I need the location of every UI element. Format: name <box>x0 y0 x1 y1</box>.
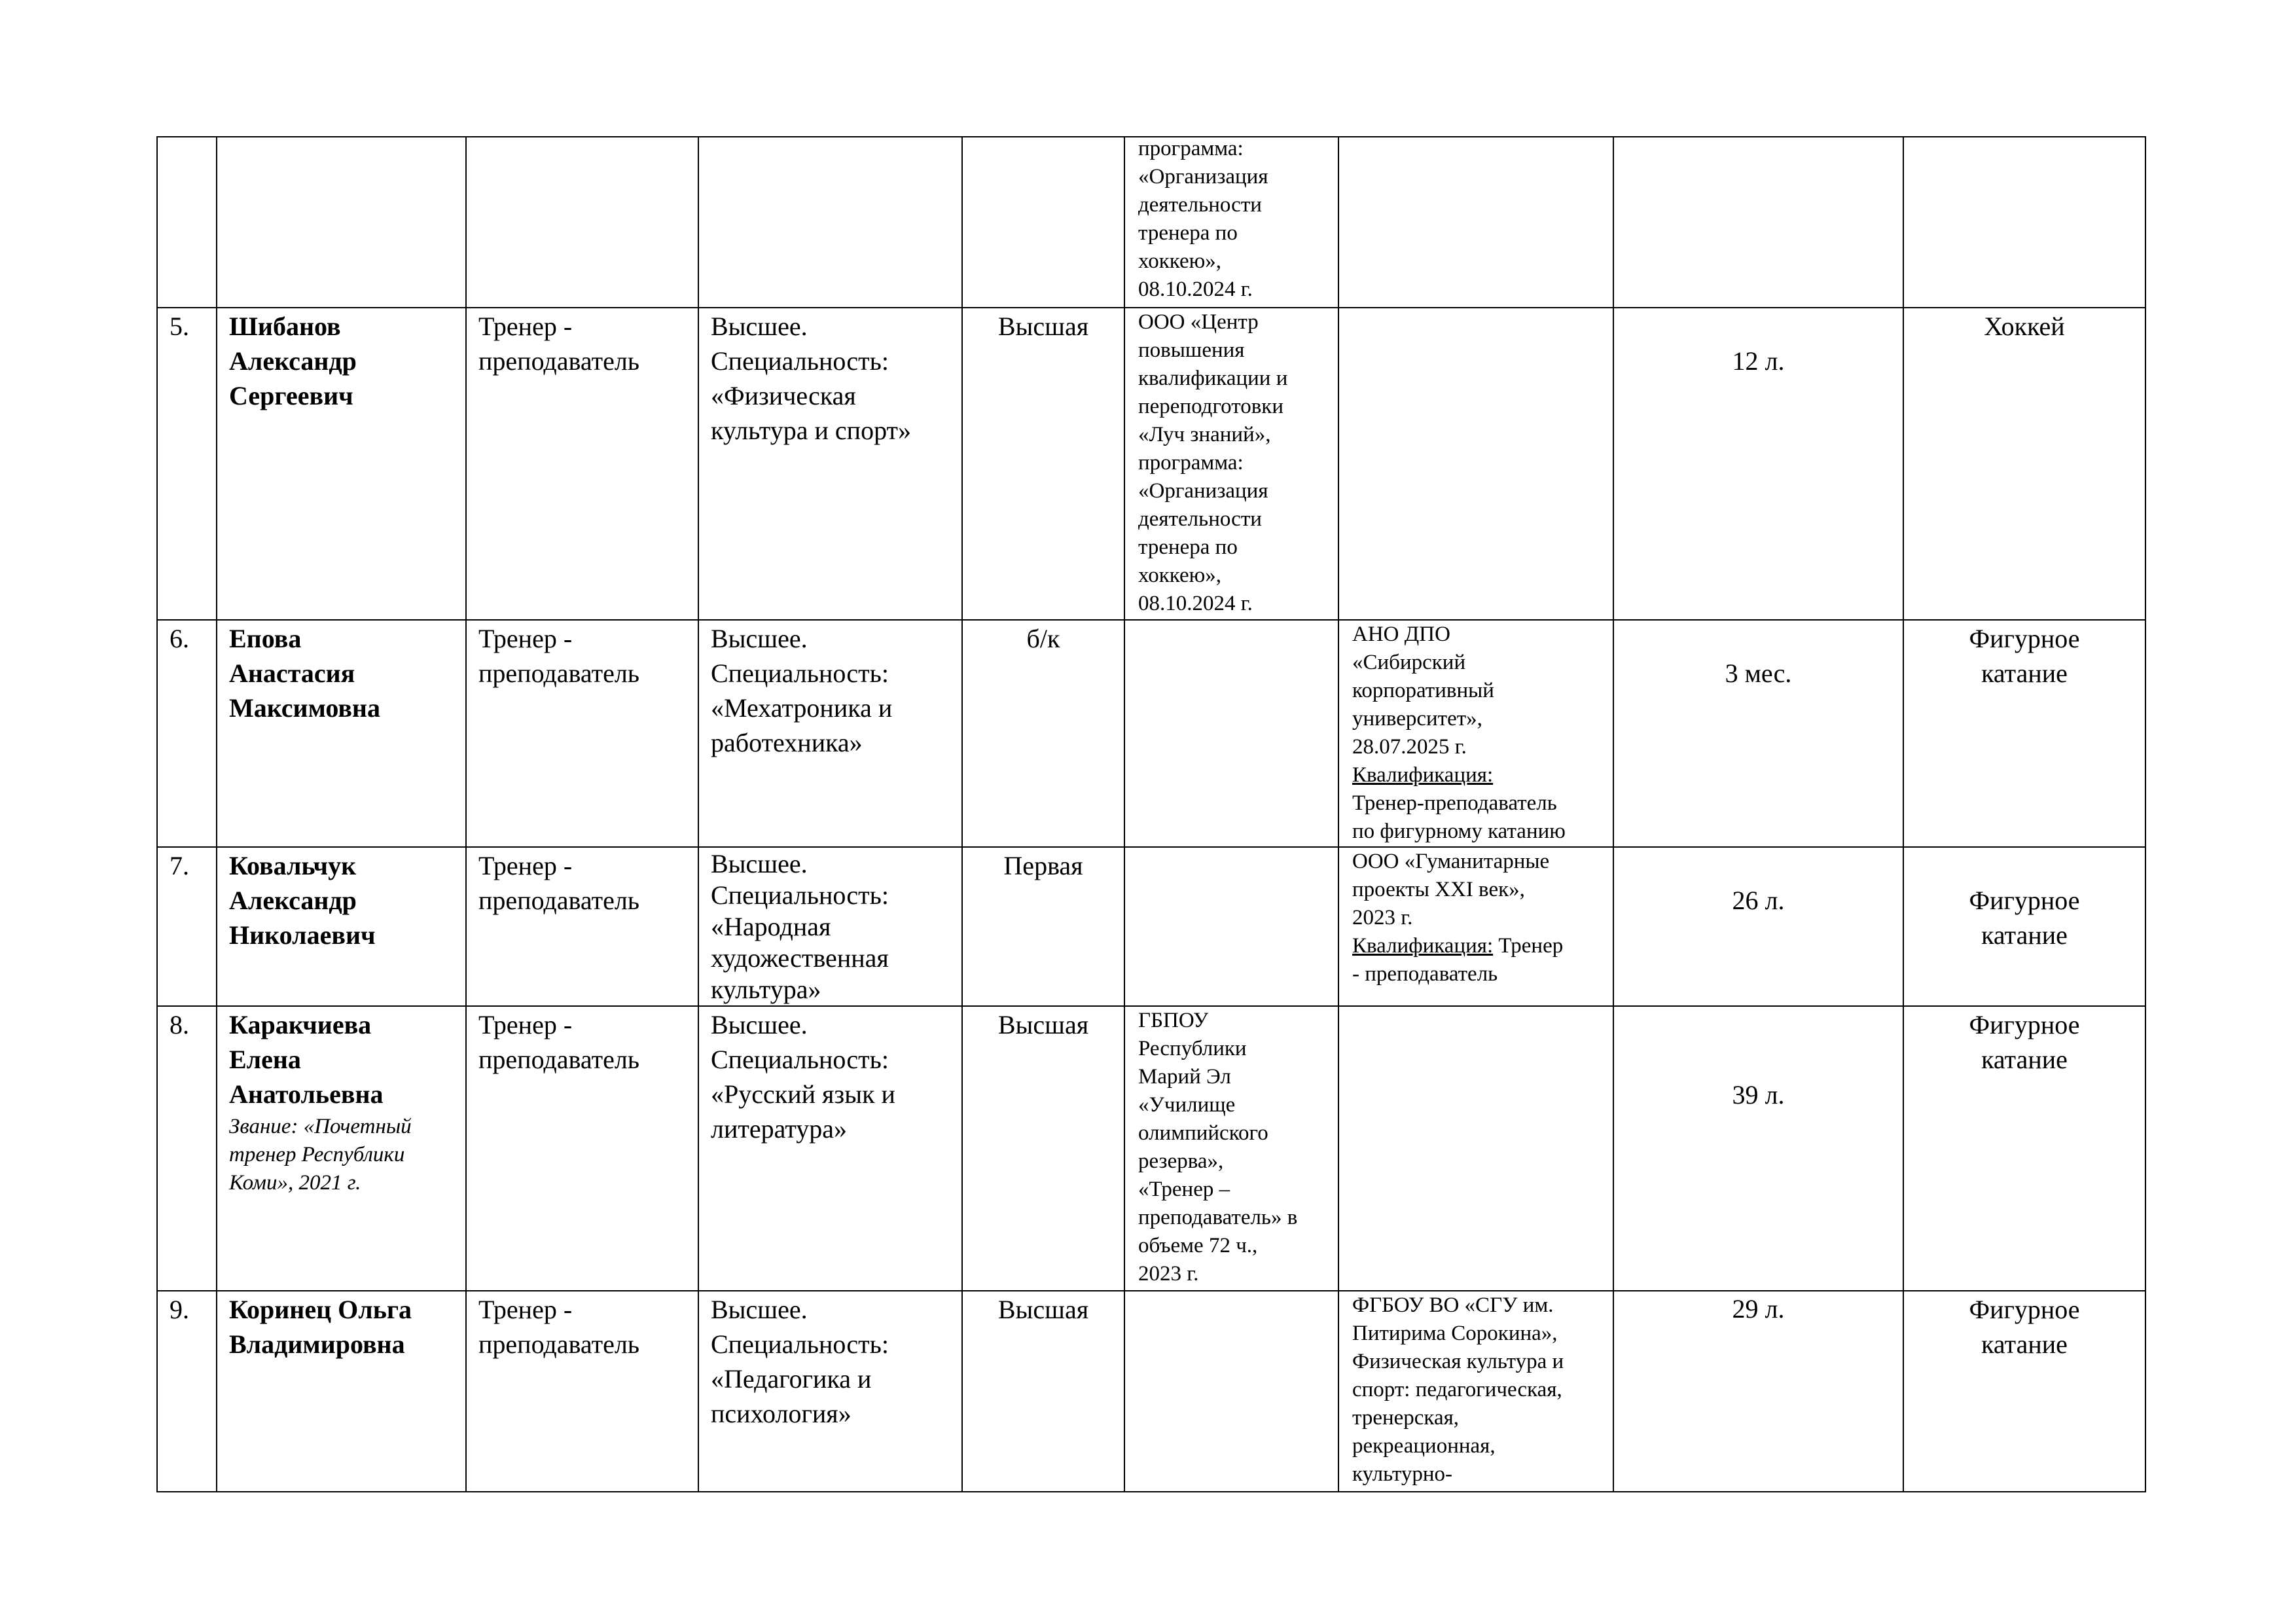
retraining <box>1339 621 1613 846</box>
retraining-line: 2023 г. <box>1352 906 1413 929</box>
sport <box>1904 621 2145 846</box>
sport-line: Фигурное <box>1969 624 2080 653</box>
position-line: преподаватель <box>478 1329 640 1359</box>
name-line: Коринец Ольга <box>229 1295 412 1324</box>
courses-line: повышения <box>1138 338 1245 362</box>
sport-line: Фигурное <box>1969 886 2080 915</box>
cell-retraining <box>1338 847 1613 1006</box>
name-line: Владимировна <box>229 1329 405 1359</box>
cell-education <box>698 1291 962 1492</box>
table-row <box>157 1291 2145 1492</box>
position-line: преподаватель <box>478 659 640 688</box>
retraining-line: 28.07.2025 г. <box>1352 735 1467 759</box>
cell-sport <box>1903 308 2145 620</box>
retraining-line: «Сибирский <box>1352 651 1466 674</box>
education-line: «Народная <box>711 912 831 941</box>
row-number: 9. <box>170 1295 189 1324</box>
name-line: Сергеевич <box>229 381 353 410</box>
cell-courses <box>1124 1006 1338 1291</box>
work-experience: 29 л. <box>1732 1294 1785 1324</box>
courses-line: объеме 72 ч., <box>1138 1234 1258 1257</box>
cell-category <box>962 1006 1124 1291</box>
employee-name <box>217 308 465 619</box>
cell-name <box>217 1006 466 1291</box>
cell-num <box>157 620 217 847</box>
work-experience: 39 л. <box>1732 1080 1785 1110</box>
cell-position <box>466 1006 698 1291</box>
cell-courses <box>1124 1291 1338 1492</box>
cell-education <box>698 137 962 308</box>
cell-sport <box>1903 1006 2145 1291</box>
qualification-category: Высшая <box>997 1010 1089 1039</box>
courses-line: 08.10.2024 г. <box>1138 592 1253 615</box>
name-line: Каракчиева <box>229 1010 372 1039</box>
cell-num <box>157 1006 217 1291</box>
position-line: Тренер - <box>478 1295 573 1324</box>
education-line: художественная <box>711 943 889 973</box>
retraining-line: университет», <box>1352 707 1482 731</box>
retraining-line: АНО ДПО <box>1352 623 1450 646</box>
education <box>699 848 961 1005</box>
courses-line: 08.10.2024 г. <box>1138 278 1253 301</box>
name-line: Николаевич <box>229 920 376 950</box>
cell-position <box>466 137 698 308</box>
cell-retraining <box>1338 1291 1613 1492</box>
work-experience: 3 мес. <box>1725 659 1792 688</box>
position-line: Тренер - <box>478 851 573 880</box>
courses-line: Марий Эл <box>1138 1065 1231 1089</box>
cell-name <box>217 620 466 847</box>
cell-education <box>698 847 962 1006</box>
courses-line: «Организация <box>1138 479 1268 503</box>
cell-sport <box>1903 137 2145 308</box>
cell-category <box>962 308 1124 620</box>
retraining-line: тренерская, <box>1352 1406 1460 1430</box>
courses-line: преподаватель» в <box>1138 1206 1298 1229</box>
sport <box>1904 308 2145 619</box>
sport-line: катание <box>1981 1329 2068 1359</box>
education-line: Высшее. <box>711 312 808 341</box>
work-experience: 12 л. <box>1732 346 1785 376</box>
sport-line: катание <box>1981 920 2068 950</box>
sport-line: Фигурное <box>1969 1010 2080 1039</box>
courses-line: деятельности <box>1138 193 1262 217</box>
title-line: Звание: «Почетный <box>229 1115 412 1138</box>
education-line: «Физическая <box>711 381 856 410</box>
table-row-continuation <box>157 137 2145 308</box>
cell-category <box>962 1291 1124 1492</box>
education-line: Специальность: <box>711 1045 889 1074</box>
courses-line: олимпийского <box>1138 1121 1268 1145</box>
cell-name <box>217 137 466 308</box>
sport <box>1904 1291 2145 1491</box>
cell-position <box>466 620 698 847</box>
cell-name <box>217 308 466 620</box>
education <box>699 1007 961 1290</box>
sport-line: катание <box>1981 1045 2068 1074</box>
retraining-line: спорт: педагогическая, <box>1352 1378 1562 1401</box>
position-line: преподаватель <box>478 886 640 915</box>
courses-line: резерва», <box>1138 1149 1224 1173</box>
cell-sport <box>1903 847 2145 1006</box>
cell-position <box>466 308 698 620</box>
cell-education <box>698 1006 962 1291</box>
courses-line: Республики <box>1138 1037 1247 1060</box>
courses-line: «Луч знаний», <box>1138 423 1271 446</box>
name-line: Ковальчук <box>229 851 357 880</box>
sport <box>1904 1007 2145 1290</box>
table-row <box>157 847 2145 1006</box>
title-line: тренер Республики <box>229 1143 405 1166</box>
row-number: 7. <box>170 851 189 880</box>
sport-line: Фигурное <box>1969 1295 2080 1324</box>
cell-retraining <box>1338 1006 1613 1291</box>
courses-line: хоккею», <box>1138 249 1222 273</box>
cell-experience <box>1613 1291 1903 1492</box>
cell-courses <box>1124 620 1338 847</box>
education-line: Высшее. <box>711 849 808 878</box>
education-line: Специальность: <box>711 346 889 376</box>
retraining-line: Тренер <box>1493 934 1564 958</box>
employee-name <box>217 1007 465 1290</box>
name-line: Епова <box>229 624 302 653</box>
education-line: Специальность: <box>711 880 889 910</box>
qualification-label: Квалификация: <box>1352 934 1494 958</box>
retraining <box>1339 848 1613 1005</box>
employee-name <box>217 1291 465 1491</box>
education-line: культура» <box>711 975 821 1004</box>
retraining-line: Питирима Сорокина», <box>1352 1322 1558 1345</box>
courses-line: тренера по <box>1138 221 1238 245</box>
name-line: Максимовна <box>229 693 380 723</box>
courses-line: 2023 г. <box>1138 1262 1199 1286</box>
name-line: Александр <box>229 346 357 376</box>
education-line: «Мехатроника и <box>711 693 893 723</box>
sport <box>1904 848 2145 1005</box>
cell-num <box>157 137 217 308</box>
cell-sport <box>1903 1291 2145 1492</box>
cell-num <box>157 308 217 620</box>
education-line: «Русский язык и <box>711 1079 895 1109</box>
cell-name <box>217 1291 466 1492</box>
cell-retraining <box>1338 308 1613 620</box>
qualification-category: Первая <box>1003 851 1083 880</box>
row-number: 5. <box>170 312 189 341</box>
retraining-line: культурно- <box>1352 1462 1453 1486</box>
position-line: Тренер - <box>478 312 573 341</box>
cell-category <box>962 137 1124 308</box>
row-number: 8. <box>170 1010 189 1039</box>
courses-line: тренера по <box>1138 535 1238 559</box>
cell-position <box>466 847 698 1006</box>
courses <box>1125 308 1338 619</box>
cell-position <box>466 1291 698 1492</box>
cell-experience <box>1613 137 1903 308</box>
education <box>699 1291 961 1491</box>
cell-num <box>157 847 217 1006</box>
position <box>467 308 698 619</box>
courses-line: квалификации и <box>1138 367 1288 390</box>
education <box>699 621 961 846</box>
row-number: 6. <box>170 624 189 653</box>
cell-sport <box>1903 620 2145 847</box>
table-row <box>157 308 2145 620</box>
employee-name <box>217 621 465 846</box>
retraining-line: ФГБОУ ВО «СГУ им. <box>1352 1293 1554 1317</box>
position <box>467 621 698 846</box>
education-line: литература» <box>711 1114 848 1144</box>
education-line: Специальность: <box>711 1329 889 1359</box>
education-line: Высшее. <box>711 1010 808 1039</box>
courses-line: программа: <box>1138 137 1244 160</box>
retraining-line: корпоративный <box>1352 679 1494 702</box>
cell-retraining <box>1338 620 1613 847</box>
position <box>467 1007 698 1290</box>
education-line: Высшее. <box>711 624 808 653</box>
cell-num <box>157 1291 217 1492</box>
employee-name <box>217 848 465 1005</box>
courses-line: ГБПОУ <box>1138 1009 1209 1032</box>
retraining-line: проекты XXI век», <box>1352 878 1525 901</box>
cell-courses <box>1124 847 1338 1006</box>
name-line: Елена <box>229 1045 301 1074</box>
position-line: Тренер - <box>478 624 573 653</box>
position-line: Тренер - <box>478 1010 573 1039</box>
cell-experience <box>1613 847 1903 1006</box>
retraining-line: - преподаватель <box>1352 962 1498 986</box>
cell-experience <box>1613 308 1903 620</box>
courses-line: программа: <box>1138 451 1244 475</box>
retraining <box>1339 1291 1613 1491</box>
sport-line: катание <box>1981 659 2068 688</box>
cell-category <box>962 620 1124 847</box>
qualification-label: Квалификация: <box>1352 763 1494 787</box>
cell-experience <box>1613 620 1903 847</box>
courses-line: переподготовки <box>1138 395 1283 418</box>
qualification-category: б/к <box>1026 624 1060 653</box>
title-line: Коми», 2021 г. <box>229 1171 361 1195</box>
education-line: Высшее. <box>711 1295 808 1324</box>
name-line: Анастасия <box>229 659 355 688</box>
position <box>467 848 698 1005</box>
table-row <box>157 620 2145 847</box>
position <box>467 1291 698 1491</box>
courses-line: «Училище <box>1138 1093 1236 1117</box>
qualification-category: Высшая <box>997 312 1089 341</box>
education-line: культура и спорт» <box>711 416 912 445</box>
honorary-title <box>229 1113 459 1197</box>
work-experience: 26 л. <box>1732 886 1785 915</box>
courses-line: хоккею», <box>1138 564 1222 587</box>
cell-category <box>962 847 1124 1006</box>
courses <box>1125 1007 1338 1290</box>
position-line: преподаватель <box>478 1045 640 1074</box>
cell-retraining <box>1338 137 1613 308</box>
table-row <box>157 1006 2145 1291</box>
retraining-line: Физическая культура и <box>1352 1350 1564 1373</box>
name-line: Александр <box>229 886 357 915</box>
cell-name <box>217 847 466 1006</box>
position-line: преподаватель <box>478 346 640 376</box>
courses-line: «Организация <box>1138 165 1268 189</box>
cell-experience <box>1613 1006 1903 1291</box>
cell-courses <box>1124 308 1338 620</box>
staff-table <box>156 136 2146 1492</box>
sport-line: Хоккей <box>1984 312 2065 341</box>
retraining-line: Тренер-преподаватель <box>1352 791 1557 815</box>
retraining-line: рекреационная, <box>1352 1434 1496 1458</box>
name-line: Шибанов <box>229 312 341 341</box>
retraining-line: по фигурному катанию <box>1352 820 1566 843</box>
education <box>699 308 961 619</box>
courses-line: «Тренер – <box>1138 1178 1230 1201</box>
qualification-category: Высшая <box>997 1295 1089 1324</box>
education-line: Специальность: <box>711 659 889 688</box>
name-line: Анатольевна <box>229 1079 384 1109</box>
education-line: психология» <box>711 1399 852 1428</box>
courses-line: деятельности <box>1138 507 1262 531</box>
education-line: работехника» <box>711 728 863 757</box>
retraining-line: ООО «Гуманитарные <box>1352 850 1550 873</box>
cell-education <box>698 620 962 847</box>
courses-line: ООО «Центр <box>1138 310 1259 334</box>
cell-education <box>698 308 962 620</box>
education-line: «Педагогика и <box>711 1364 872 1394</box>
cell-courses <box>1124 137 1338 308</box>
